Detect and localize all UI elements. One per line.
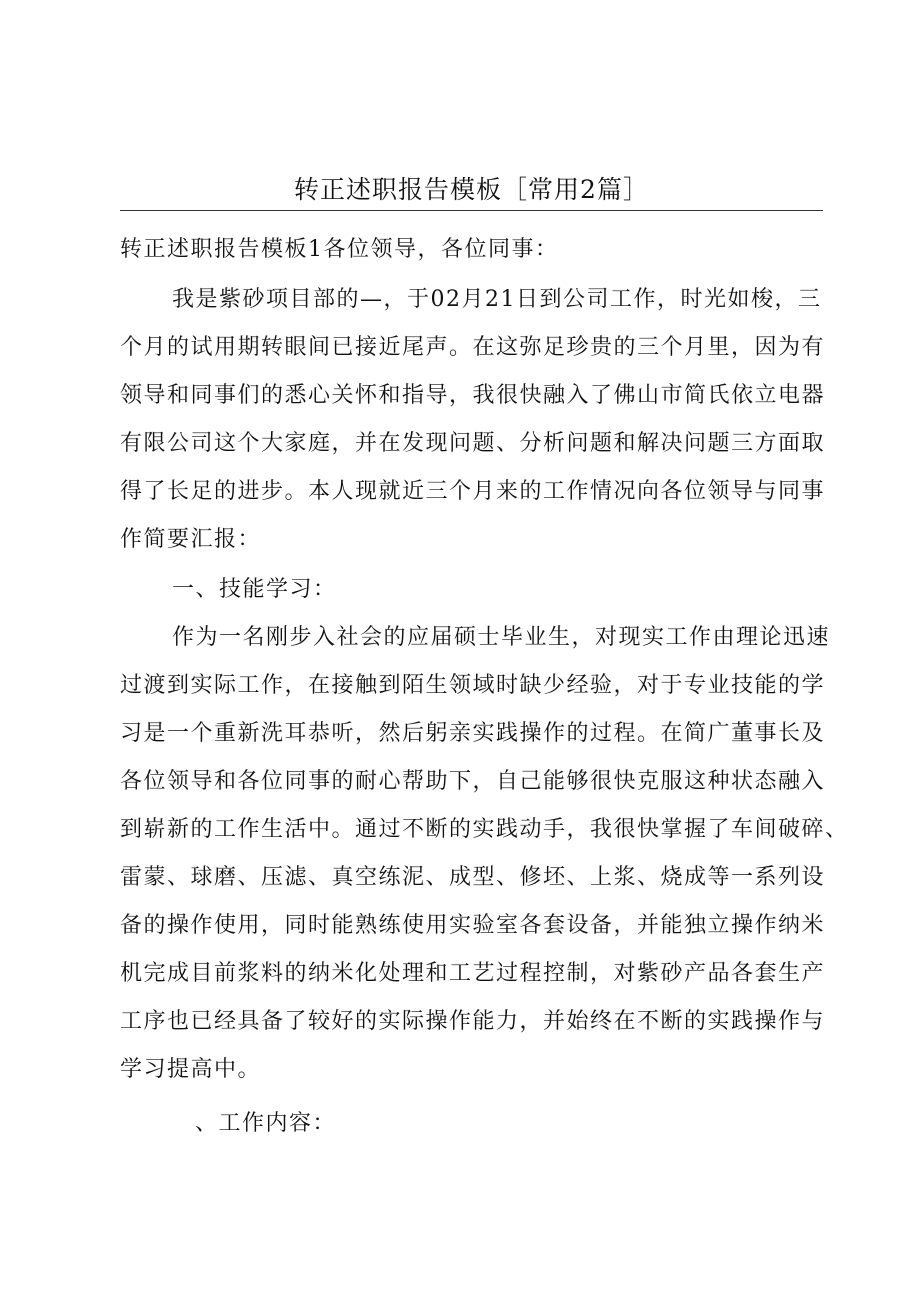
- section-heading-work: 、工作内容：: [195, 1111, 337, 1136]
- paragraph-line: 有限公司这个大家庭，并在发现问题、分析问题和解决问题三方面取: [120, 431, 826, 456]
- section-heading-skills: 一、技能学习：: [172, 577, 337, 602]
- paragraph-line: 工序也已经具备了较好的实际操作能力，并始终在不断的实践操作与: [120, 1009, 826, 1034]
- document-title: 转正述职报告模板［常用2篇］: [294, 175, 649, 204]
- paragraph-line: 个月的试用期转眼间已接近尾声。在这弥足珍贵的三个月里，因为有: [120, 335, 826, 360]
- paragraph-line: 到崭新的工作生活中。通过不断的实践动手，我很快掌握了车间破碎、: [120, 817, 849, 842]
- title-divider: [120, 210, 823, 211]
- paragraph-line: 我是紫砂项目部的—，于02月21日到公司工作，时光如梭，三: [172, 287, 822, 312]
- paragraph-line: 备的操作使用，同时能熟练使用实验室各套设备，并能独立操作纳米: [120, 913, 826, 938]
- intro-line: 转正述职报告模板1各位领导，各位同事：: [120, 237, 559, 262]
- paragraph-line: 作为一名刚步入社会的应届硕士毕业生，对现实工作由理论迅速: [172, 625, 831, 650]
- paragraph-line: 习是一个重新洗耳恭听，然后躬亲实践操作的过程。在简广董事长及: [120, 721, 826, 746]
- paragraph-line: 过渡到实际工作，在接触到陌生领域时缺少经验，对于专业技能的学: [120, 673, 826, 698]
- paragraph-line: 雷蒙、球磨、压滤、真空练泥、成型、修坯、上浆、烧成等一系列设: [120, 865, 826, 890]
- paragraph-line: 学习提高中。: [120, 1057, 262, 1082]
- paragraph-line: 领导和同事们的悉心关怀和指导，我很快融入了佛山市简氏依立电器: [120, 383, 826, 408]
- paragraph-line: 机完成目前浆料的纳米化处理和工艺过程控制，对紫砂产品各套生产: [120, 961, 826, 986]
- paragraph-line: 作简要汇报：: [120, 527, 262, 552]
- paragraph-line: 得了长足的进步。本人现就近三个月来的工作情况向各位领导与同事: [120, 479, 826, 504]
- paragraph-line: 各位领导和各位同事的耐心帮助下，自己能够很快克服这种状态融入: [120, 769, 826, 794]
